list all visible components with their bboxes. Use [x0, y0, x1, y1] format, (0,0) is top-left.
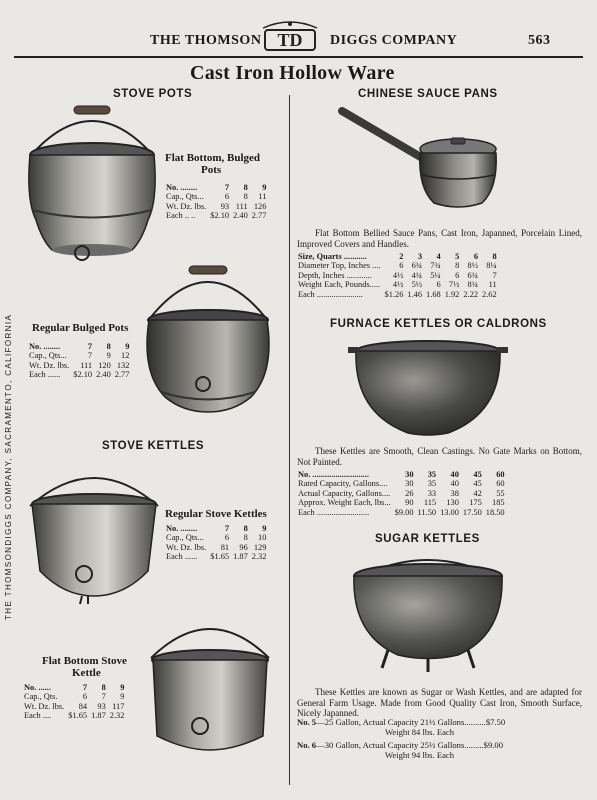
sugar-item-1-no: No. 5 — [297, 717, 317, 727]
regular-bulged-title: Regular Bulged Pots — [32, 322, 129, 334]
flat-bottom-title-line1: Flat Bottom, Bulged — [165, 152, 261, 164]
vertical-imprint: THE THOMSONDIGGS COMPANY, SACRAMENTO, CALIFORNIA — [4, 313, 13, 620]
sugar-item-1 — [297, 717, 582, 727]
flat-bottom-spec-table — [164, 183, 268, 221]
table-row: Rated Capacity, Gallons.... 30 35 40 45 60 — [298, 479, 505, 489]
table-row: Size, Quarts ........... 2 3 4 5 6 8 — [298, 252, 497, 261]
table-row: Each .... $1.65 1.87 2.32 — [24, 711, 125, 721]
header-rule — [14, 56, 583, 58]
regular-bulged-pot-image — [143, 262, 273, 422]
furnace-kettle-image — [348, 333, 508, 438]
sugar-item-2-weight: Weight 94 lbs. Each — [385, 750, 454, 760]
header-right-text: DIGGS COMPANY — [330, 33, 458, 48]
chinese-description: Flat Bottom Bellied Sauce Pans, Cast Iron, Japanned, Porcelain Lined, Improved Covers and Handles. — [297, 228, 582, 249]
flat-bottom-kettle-title-line1: Flat Bottom Stove — [42, 655, 127, 667]
regular-stove-kettle-image — [24, 456, 164, 606]
sugar-item-2 — [297, 740, 582, 750]
stove-kettles-heading: STOVE KETTLES — [102, 440, 205, 452]
flat-bottom-kettle-title-line2: Kettle — [72, 667, 101, 679]
sugar-item-1-weight: Weight 84 lbs. Each — [385, 727, 454, 737]
furnace-description: These Kettles are Smooth, Clean Castings. No Gate Marks on Bottom, Not Painted. — [297, 446, 582, 467]
table-row: No. ........ 7 8 9 — [29, 342, 130, 351]
table-row: Each ......................... $9.00 11.50 13.00 17.50 18.50 — [298, 507, 505, 517]
table-row: Each .. .. $2.10 2.40 2.77 — [166, 211, 267, 221]
furnace-spec-table — [296, 470, 507, 517]
table-row: Actual Capacity, Gallons.... 26 33 38 42 55 — [298, 488, 505, 498]
chinese-sauce-pans-heading: CHINESE SAUCE PANS — [358, 88, 498, 100]
sugar-item-2-price: $9.00 — [483, 740, 504, 750]
table-row: No. ...... 7 8 9 — [24, 683, 125, 692]
table-row: Each ...................... $1.26 1.46 1.68 1.92 2.22 2.62 — [298, 289, 497, 299]
chinese-spec-table — [296, 252, 499, 299]
table-row: No. ........ 7 8 9 — [166, 524, 267, 533]
sugar-item-2-text: —30 Gallon, Actual Capacity 25½ Gallons......... — [316, 740, 484, 750]
table-row: Wt. Dz. lbs. 111 120 132 — [29, 360, 130, 370]
sugar-item-1-text: —25 Gallon, Actual Capacity 21½ Gallons.......... — [316, 717, 486, 727]
sugar-kettles-heading: SUGAR KETTLES — [375, 533, 480, 545]
table-row: Cap., Qts... 7 9 12 — [29, 351, 130, 361]
spec-label: Wt. Dz. lbs. — [166, 201, 207, 211]
table-row: Cap., Qts... 6 8 11 — [166, 192, 267, 202]
table-row: Wt. Dz. lbs. 93 111 126 — [166, 201, 267, 211]
spec-label: Each .. .. — [166, 211, 196, 221]
flat-bottom-title-line2: Pots — [201, 164, 222, 176]
flat-bottom-kettle-spec-table — [22, 683, 126, 721]
table-row: Each ...... $2.10 2.40 2.77 — [29, 370, 130, 380]
spec-label: Cap., Qts... — [166, 192, 204, 202]
sugar-item-1-price: $7.50 — [485, 717, 506, 727]
table-row: Depth, Inches ............ 4½ 4¾ 5¼ 6 6¾ 7 — [298, 270, 497, 280]
table-row: Diameter Top, Inches .... 6 6¾ 7¾ 8 8½ 8¼ — [298, 261, 497, 271]
regular-stove-kettles-title: Regular Stove Kettles — [165, 508, 267, 520]
stove-pots-heading: STOVE POTS — [113, 88, 193, 100]
table-row: Cap., Qts... 6 8 10 — [166, 533, 267, 543]
table-row: Weight Each, Pounds..... 4½ 5½ 6 7½ 8¾ 11 — [298, 280, 497, 290]
sugar-kettle-image — [348, 550, 508, 675]
table-row: Each ...... $1.65 1.87 2.32 — [166, 552, 267, 562]
flat-bottom-stove-kettle-image — [145, 608, 275, 758]
svg-text:TD: TD — [277, 30, 303, 50]
furnace-kettles-heading: FURNACE KETTLES OR CALDRONS — [330, 318, 547, 330]
page-number: 563 — [528, 33, 551, 48]
chinese-sauce-pan-image — [338, 103, 518, 215]
spec-label: No. ........ — [166, 183, 198, 192]
sugar-item-2-no: No. 6 — [297, 740, 317, 750]
table-row: Wt. Dz. lbs. 81 96 129 — [166, 542, 267, 552]
sugar-description: These Kettles are known as Sugar or Wash Kettles, and are adapted for General Farm Usage. Made from Good Quality Cast Iron, Smooth Surface, Nicely Japanned. — [297, 687, 582, 718]
table-row: Wt. Dz. lbs. 84 93 117 — [24, 701, 125, 711]
table-row: No. ........ 7 8 9 — [166, 183, 267, 192]
column-divider — [289, 95, 290, 785]
table-row: No. ........................... 30 35 40 45 60 — [298, 470, 505, 479]
flat-bottom-bulged-pot-image — [22, 100, 162, 270]
regular-bulged-spec-table — [27, 342, 131, 380]
regular-stove-kettles-spec-table — [164, 524, 268, 562]
header-left-text: THE THOMSON — [150, 33, 262, 48]
table-row: Cap., Qts. 6 7 9 — [24, 692, 125, 702]
page-title: Cast Iron Hollow Ware — [190, 62, 395, 84]
table-row: Approx. Weight Each, lbs... 90 115 130 175 185 — [298, 498, 505, 508]
company-logo — [255, 18, 325, 54]
